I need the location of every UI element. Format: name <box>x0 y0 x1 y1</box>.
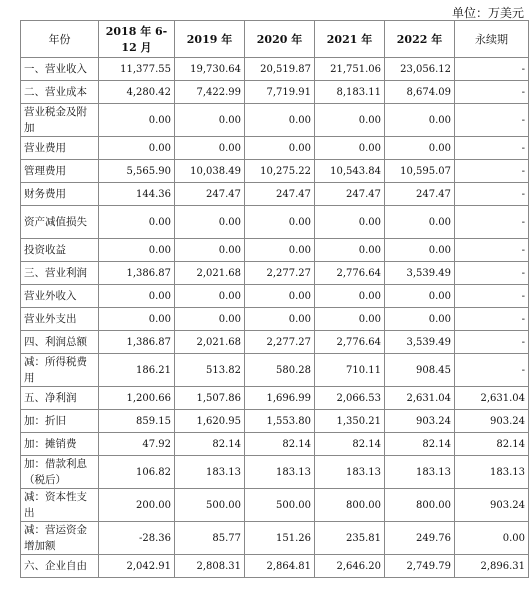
row-value: - <box>455 160 529 183</box>
row-value: -28.36 <box>99 522 175 555</box>
table-row <box>21 58 529 81</box>
row-value: 82.14 <box>315 433 385 456</box>
table-row <box>21 433 529 456</box>
forecast-table <box>20 20 529 578</box>
table-row <box>21 206 529 239</box>
table-row <box>21 456 529 489</box>
row-value: 183.13 <box>385 456 455 489</box>
row-label: 减：营运资金增加额 <box>21 522 99 555</box>
row-value: 0.00 <box>99 308 175 331</box>
row-label: 六、企业自由 <box>21 555 99 578</box>
row-value: 151.26 <box>245 522 315 555</box>
row-value: - <box>455 354 529 387</box>
row-label: 资产减值损失 <box>21 206 99 239</box>
table-row <box>21 410 529 433</box>
row-label: 营业费用 <box>21 137 99 160</box>
row-value: 500.00 <box>175 489 245 522</box>
row-value: 908.45 <box>385 354 455 387</box>
row-value: 0.00 <box>245 206 315 239</box>
table-row <box>21 104 529 137</box>
row-value: 0.00 <box>99 104 175 137</box>
row-value: 11,377.55 <box>99 58 175 81</box>
row-value: 903.24 <box>385 410 455 433</box>
row-value: 8,183.11 <box>315 81 385 104</box>
row-value: 0.00 <box>245 285 315 308</box>
row-value: 235.81 <box>315 522 385 555</box>
row-value: 710.11 <box>315 354 385 387</box>
row-value: 513.82 <box>175 354 245 387</box>
row-value: 2,808.31 <box>175 555 245 578</box>
row-value: 247.47 <box>245 183 315 206</box>
row-value: - <box>455 262 529 285</box>
row-value: 2,631.04 <box>455 387 529 410</box>
row-value: 2,277.27 <box>245 331 315 354</box>
row-value: 0.00 <box>175 239 245 262</box>
row-value: 23,056.12 <box>385 58 455 81</box>
row-label: 四、利润总额 <box>21 331 99 354</box>
row-value: 0.00 <box>245 239 315 262</box>
row-value: 0.00 <box>315 206 385 239</box>
row-value: 0.00 <box>245 104 315 137</box>
row-value: 186.21 <box>99 354 175 387</box>
row-value: 0.00 <box>315 308 385 331</box>
row-value: 0.00 <box>175 206 245 239</box>
row-value: 200.00 <box>99 489 175 522</box>
row-value: 82.14 <box>385 433 455 456</box>
row-value: - <box>455 104 529 137</box>
row-value: 183.13 <box>455 456 529 489</box>
row-value: 580.28 <box>245 354 315 387</box>
row-label: 减：资本性支出 <box>21 489 99 522</box>
row-value: 0.00 <box>315 285 385 308</box>
row-value: 0.00 <box>315 137 385 160</box>
row-value: 0.00 <box>315 104 385 137</box>
row-value: 183.13 <box>315 456 385 489</box>
row-value: 0.00 <box>385 239 455 262</box>
header-year: 年份 <box>21 21 99 58</box>
row-value: 2,066.53 <box>315 387 385 410</box>
row-value: 2,776.64 <box>315 262 385 285</box>
row-value: 0.00 <box>175 137 245 160</box>
row-value: 144.36 <box>99 183 175 206</box>
row-value: 2,277.27 <box>245 262 315 285</box>
row-value: 8,674.09 <box>385 81 455 104</box>
row-value: - <box>455 81 529 104</box>
table-row <box>21 285 529 308</box>
row-value: 10,275.22 <box>245 160 315 183</box>
row-value: 10,543.84 <box>315 160 385 183</box>
row-value: 2,021.68 <box>175 331 245 354</box>
row-value: 0.00 <box>99 239 175 262</box>
row-value: 183.13 <box>245 456 315 489</box>
row-value: 1,620.95 <box>175 410 245 433</box>
table-row <box>21 160 529 183</box>
table-row <box>21 331 529 354</box>
header-2019: 2019 年 <box>175 21 245 58</box>
row-value: - <box>455 239 529 262</box>
row-label: 管理费用 <box>21 160 99 183</box>
row-value: 1,386.87 <box>99 331 175 354</box>
row-value: 2,896.31 <box>455 555 529 578</box>
table-row <box>21 239 529 262</box>
table-row <box>21 555 529 578</box>
row-value: - <box>455 137 529 160</box>
row-value: 10,038.49 <box>175 160 245 183</box>
row-value: 0.00 <box>175 285 245 308</box>
row-value: 247.47 <box>385 183 455 206</box>
row-label: 加：折旧 <box>21 410 99 433</box>
row-value: 800.00 <box>385 489 455 522</box>
table-row <box>21 137 529 160</box>
header-2018: 2018 年 6-12 月 <box>99 21 175 58</box>
header-2022: 2022 年 <box>385 21 455 58</box>
row-value: 19,730.64 <box>175 58 245 81</box>
row-value: 85.77 <box>175 522 245 555</box>
table-row <box>21 387 529 410</box>
row-value: 0.00 <box>385 104 455 137</box>
row-value: 3,539.49 <box>385 262 455 285</box>
row-value: 247.47 <box>175 183 245 206</box>
row-value: 2,021.68 <box>175 262 245 285</box>
row-value: - <box>455 206 529 239</box>
row-value: 21,751.06 <box>315 58 385 81</box>
row-label: 营业税金及附加 <box>21 104 99 137</box>
row-value: 0.00 <box>245 137 315 160</box>
row-value: 20,519.87 <box>245 58 315 81</box>
row-value: 2,042.91 <box>99 555 175 578</box>
row-value: 1,696.99 <box>245 387 315 410</box>
row-value: 249.76 <box>385 522 455 555</box>
header-perpetual: 永续期 <box>455 21 529 58</box>
row-value: 82.14 <box>175 433 245 456</box>
row-label: 三、营业利润 <box>21 262 99 285</box>
row-value: 10,595.07 <box>385 160 455 183</box>
row-value: 247.47 <box>315 183 385 206</box>
row-value: 5,565.90 <box>99 160 175 183</box>
unit-label: 单位：万美元 <box>451 6 524 20</box>
row-value: 2,776.64 <box>315 331 385 354</box>
row-value: 500.00 <box>245 489 315 522</box>
row-value: 1,386.87 <box>99 262 175 285</box>
row-label: 财务费用 <box>21 183 99 206</box>
row-label: 二、营业成本 <box>21 81 99 104</box>
header-2020: 2020 年 <box>245 21 315 58</box>
row-value: 4,280.42 <box>99 81 175 104</box>
row-value: 47.92 <box>99 433 175 456</box>
header-2021: 2021 年 <box>315 21 385 58</box>
row-value: 903.24 <box>455 410 529 433</box>
row-label: 投资收益 <box>21 239 99 262</box>
row-label: 营业外收入 <box>21 285 99 308</box>
row-value: 800.00 <box>315 489 385 522</box>
row-label: 加：摊销费 <box>21 433 99 456</box>
row-label: 营业外支出 <box>21 308 99 331</box>
row-value: 2,749.79 <box>385 555 455 578</box>
row-value: 7,422.99 <box>175 81 245 104</box>
row-value: 82.14 <box>245 433 315 456</box>
row-value: 2,631.04 <box>385 387 455 410</box>
row-value: 0.00 <box>315 239 385 262</box>
row-value: 0.00 <box>245 308 315 331</box>
table-row <box>21 183 529 206</box>
table-row <box>21 262 529 285</box>
row-value: 0.00 <box>99 285 175 308</box>
row-value: 903.24 <box>455 489 529 522</box>
row-value: 106.82 <box>99 456 175 489</box>
header-row <box>21 21 529 58</box>
row-value: - <box>455 308 529 331</box>
row-value: 3,539.49 <box>385 331 455 354</box>
row-value: 1,350.21 <box>315 410 385 433</box>
table-row <box>21 522 529 555</box>
row-value: 0.00 <box>455 522 529 555</box>
row-value: 0.00 <box>99 206 175 239</box>
row-label: 加：借款利息（税后） <box>21 456 99 489</box>
row-value: 7,719.91 <box>245 81 315 104</box>
row-value: 1,200.66 <box>99 387 175 410</box>
row-value: 1,507.86 <box>175 387 245 410</box>
row-value: 183.13 <box>175 456 245 489</box>
table-row <box>21 81 529 104</box>
row-label: 减：所得税费用 <box>21 354 99 387</box>
row-value: 0.00 <box>385 285 455 308</box>
row-value: 859.15 <box>99 410 175 433</box>
table-body <box>21 58 529 578</box>
row-value: 2,646.20 <box>315 555 385 578</box>
row-label: 五、净利润 <box>21 387 99 410</box>
row-value: - <box>455 183 529 206</box>
row-value: 2,864.81 <box>245 555 315 578</box>
row-value: 0.00 <box>385 137 455 160</box>
row-value: 0.00 <box>99 137 175 160</box>
row-value: - <box>455 58 529 81</box>
row-value: 0.00 <box>385 206 455 239</box>
table-row <box>21 308 529 331</box>
row-label: 一、营业收入 <box>21 58 99 81</box>
table-row <box>21 489 529 522</box>
row-value: 0.00 <box>175 308 245 331</box>
table-row <box>21 354 529 387</box>
row-value: 1,553.80 <box>245 410 315 433</box>
row-value: - <box>455 285 529 308</box>
row-value: 0.00 <box>175 104 245 137</box>
row-value: - <box>455 331 529 354</box>
row-value: 0.00 <box>385 308 455 331</box>
row-value: 82.14 <box>455 433 529 456</box>
